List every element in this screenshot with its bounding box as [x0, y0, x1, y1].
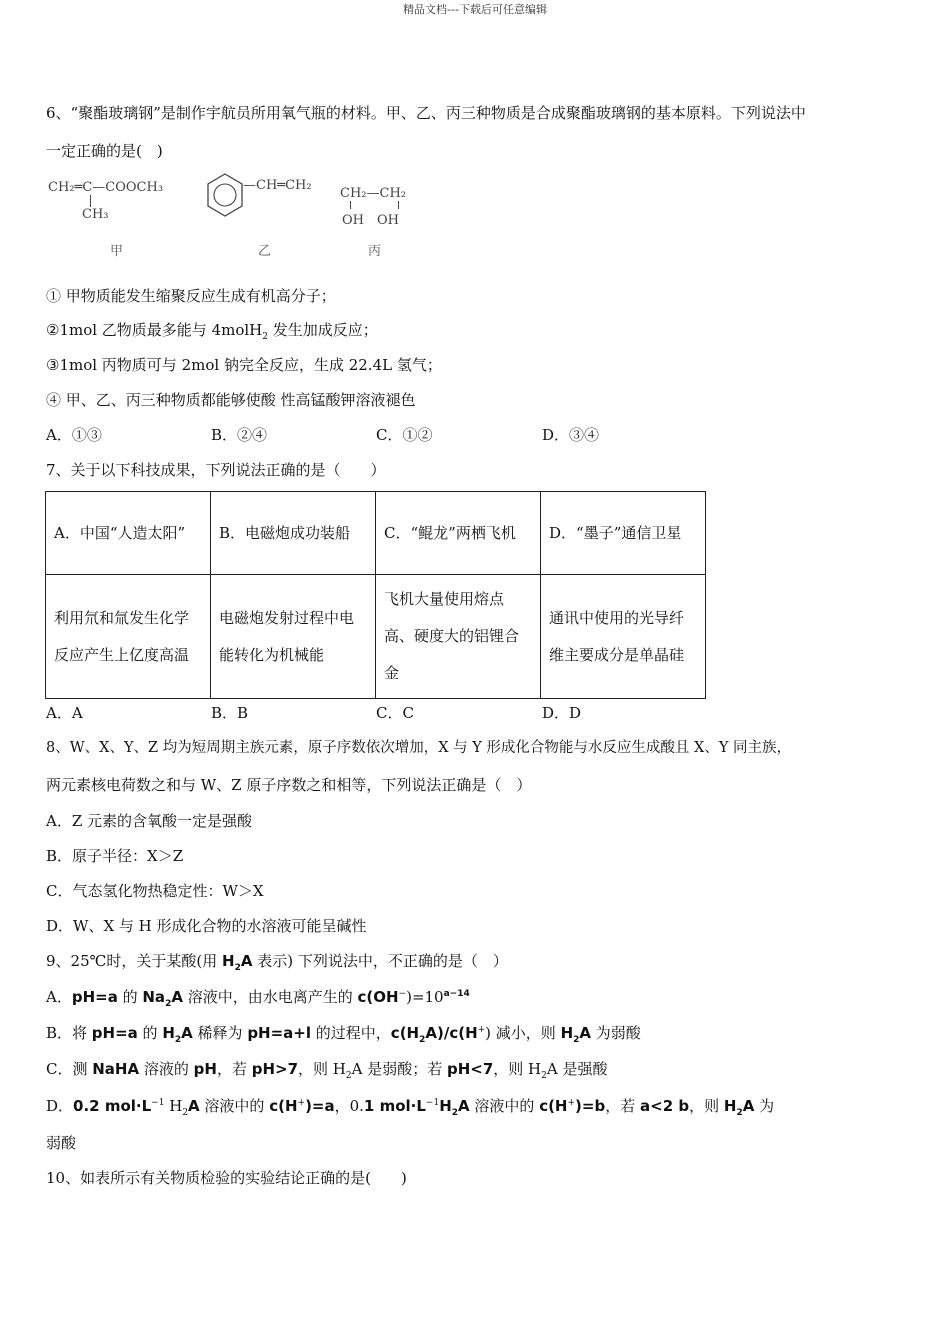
q8-option-a[interactable]: A．Z 元素的含氧酸一定是强酸: [46, 812, 253, 830]
q7-table: [45, 491, 706, 699]
q7-option-b[interactable]: B．B: [211, 704, 249, 722]
q8-option-b[interactable]: B．原子半径：X＞Z: [46, 847, 184, 865]
q9-stem: 9、25℃时，关于某酸(用 $H_2A$ 表示) 下列说法中，不正确的是（ ）: [46, 952, 508, 973]
q7-option-d[interactable]: D．D: [542, 704, 582, 722]
q7-cell-c-title: C．“鲲龙”两栖飞机: [376, 492, 541, 575]
q9-option-a[interactable]: A．pH=a 的 $Na_2A$ 溶液中，由水电离产生的 $c(OH^-)=10^{a-14}$: [46, 988, 470, 1009]
q7-table-row: [46, 575, 706, 699]
q9-option-d[interactable]: D．0.2 $mol\cdot L^{-1}$ $H_2A$ 溶液中的 c(H+)=a，0.1 $mol\cdot L^{-1}H_2A$ 溶液中的 c(H+)=b，若 a<2 b，则 $H_2A$ 为: [46, 1097, 775, 1118]
q6-statement-3: ③1mol 丙物质可与 2mol 钠完全反应，生成 22.4L 氢气；: [46, 356, 442, 374]
q10-stem: 10、如表所示有关物质检验的实验结论正确的是( ): [46, 1169, 407, 1187]
q6-stem-line1: 6、“聚酯玻璃钢”是制作宇航员所用氧气瓶的材料。甲、乙、丙三种物质是合成聚酯玻璃钢的基本原料。下列说法中: [46, 104, 806, 122]
q7-stem: 7、关于以下科技成果，下列说法正确的是（ ）: [46, 461, 386, 479]
q7-cell-b-desc: 电磁炮发射过程中电能转化为机械能: [211, 575, 376, 699]
q7-option-a[interactable]: A．A: [46, 704, 83, 722]
benzene-ring-icon: [205, 172, 245, 220]
q7-table-row: [46, 492, 706, 575]
q9-option-c[interactable]: C．测 NaHA 溶液的 pH，若 pH>7，则 $H_2A$ 是弱酸；若 pH<7，则 $H_2A$ 是强酸: [46, 1060, 608, 1081]
q8-stem-line2: 两元素核电荷数之和与 W、Z 原子序数之和相等，下列说法正确是（ ）: [46, 776, 532, 794]
q7-cell-a-desc: 利用氘和氚发生化学反应产生上亿度高温: [46, 575, 211, 699]
q6-stem-line2: 一定正确的是( ): [46, 142, 163, 160]
q6-option-c[interactable]: C．①②: [376, 426, 433, 444]
q7-cell-b-title: B．电磁炮成功装船: [211, 492, 376, 575]
q6-statement-2: ②1mol 乙物质最多能与 4molH$_2$ 发生加成反应；: [46, 321, 378, 342]
structure-jia-formula: CH₂═C—COOCH₃: [48, 180, 164, 195]
label-bing: 丙: [368, 244, 382, 259]
structure-yi-formula: CH═CH₂: [256, 178, 312, 193]
q6-option-a[interactable]: A．①③: [46, 426, 102, 444]
structure-yi: [243, 178, 312, 193]
structure-bing-top: CH₂—CH₂: [340, 186, 406, 201]
q7-cell-d-title: D．“墨子”通信卫星: [541, 492, 706, 575]
q8-stem-line1: 8、W、X、Y、Z 均为短周期主族元素，原子序数依次增加，X 与 Y 形成化合物能与水反应生成酸且 X、Y 同主族，: [46, 740, 792, 756]
structure-yi-bond: —: [243, 178, 256, 193]
label-jia: 甲: [110, 244, 124, 259]
label-yi: 乙: [258, 244, 272, 259]
q6-statement-1: ① 甲物质能发生缩聚反应生成有机高分子；: [46, 287, 336, 305]
q6-option-b[interactable]: B．②④: [211, 426, 268, 444]
q8-option-c[interactable]: C．气态氢化物热稳定性：W＞X: [46, 882, 264, 900]
structure-jia-methyl: CH₃: [82, 207, 109, 222]
q9-option-d-line2: 弱酸: [46, 1134, 77, 1152]
structure-bing-bottom: OH OH: [342, 213, 399, 228]
structure-bing-bond-left: [350, 201, 351, 209]
structure-bing: [340, 186, 420, 226]
q7-option-c[interactable]: C．C: [376, 704, 414, 722]
page-header: 精品文档---下载后可任意编辑: [403, 3, 547, 16]
q8-option-d[interactable]: D．W、X 与 H 形成化合物的水溶液可能呈碱性: [46, 917, 367, 935]
q9-option-b[interactable]: B．将 pH=a 的 $H_2A$ 稀释为 pH=a+l 的过程中，$c(H_2A)/c(H^+)$ 减小，则 $H_2A$ 为弱酸: [46, 1024, 641, 1045]
structure-jia-bond: [90, 195, 91, 207]
q6-option-d[interactable]: D．③④: [542, 426, 600, 444]
q6-statement-4: ④ 甲、乙、丙三种物质都能够使酸 性高锰酸钾溶液褪色: [46, 391, 416, 409]
q7-cell-d-desc: 通讯中使用的光导纤维主要成分是单晶硅: [541, 575, 706, 699]
structure-jia: [48, 180, 198, 230]
q7-cell-a-title: A．中国“人造太阳”: [46, 492, 211, 575]
q7-cell-c-desc: 飞机大量使用熔点高、硬度大的铝锂合金: [376, 575, 541, 699]
structure-bing-bond-right: [398, 201, 399, 209]
